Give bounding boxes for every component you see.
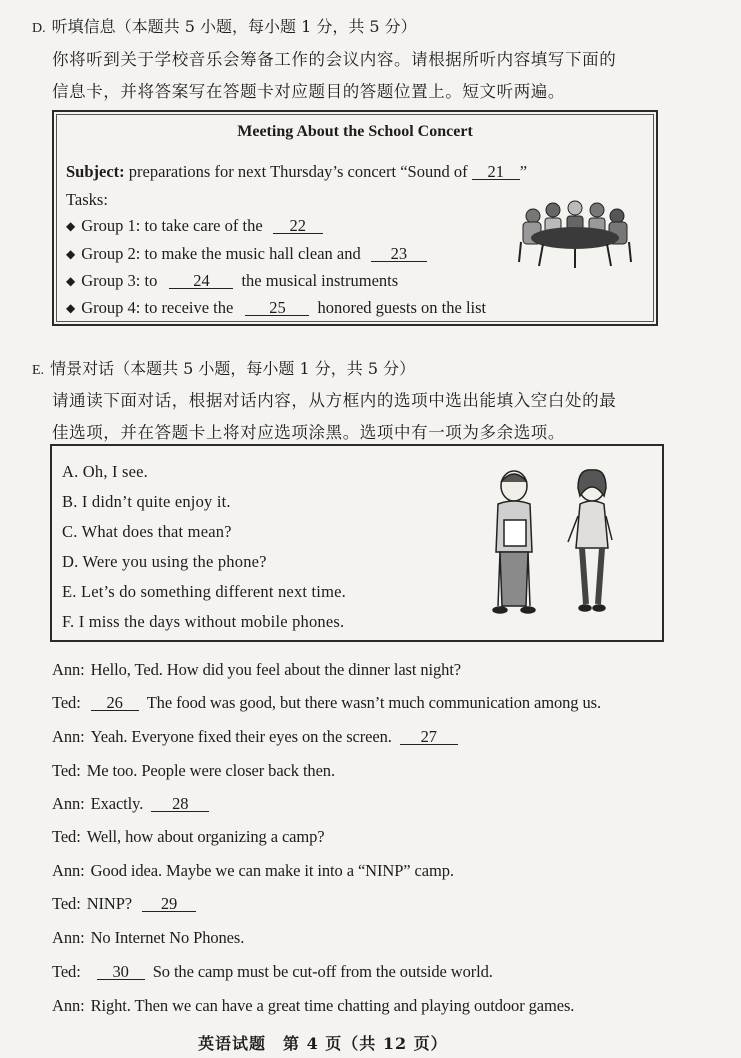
speaker-label: Ted: bbox=[52, 693, 81, 712]
dialogue-text: Yeah. Everyone fixed their eyes on the screen. bbox=[90, 727, 392, 746]
page-footer: 英语试题 第 4 页（共 12 页） bbox=[198, 1034, 448, 1053]
blank-28[interactable]: 28 bbox=[151, 796, 209, 812]
options-box bbox=[50, 444, 664, 642]
section-d-heading bbox=[32, 14, 417, 37]
diamond-bullet-icon: ◆ bbox=[66, 301, 76, 315]
dialogue-line-6 bbox=[52, 827, 325, 847]
option-f[interactable] bbox=[62, 612, 344, 632]
option-d[interactable] bbox=[62, 552, 267, 572]
speaker-label: Ann: bbox=[52, 928, 85, 947]
task-text: Group 2: to make the music hall clean and bbox=[81, 244, 361, 263]
speaker-label: Ted: bbox=[52, 827, 81, 846]
section-e-instruction-2: 佳选项，并在答题卡上将对应选项涂黑。选项中有一项为多余选项。 bbox=[52, 423, 565, 442]
dialogue-text: Well, how about organizing a camp? bbox=[86, 827, 325, 846]
option-e[interactable] bbox=[62, 582, 346, 602]
task-text: Group 4: to receive the bbox=[81, 298, 234, 317]
task-text-after: honored guests on the list bbox=[317, 298, 487, 317]
dialogue-line-7 bbox=[52, 861, 454, 881]
section-e-title: 情景对话（本题共 5 小题，每小题 1 分，共 5 分） bbox=[50, 359, 416, 378]
dialogue-text: So the camp must be cut-off from the outside world. bbox=[152, 962, 493, 981]
section-e-instruction-1: 请通读下面对话，根据对话内容，从方框内的选项中选出能填入空白处的最 bbox=[52, 391, 617, 410]
speaker-label: Ann: bbox=[52, 996, 85, 1015]
info-card-title: Meeting About the School Concert bbox=[237, 123, 473, 140]
tasks-label: Tasks: bbox=[66, 190, 108, 209]
task-text-after: the musical instruments bbox=[241, 271, 399, 290]
dialogue-line-1 bbox=[52, 660, 461, 680]
task-group-2 bbox=[66, 244, 427, 264]
dialogue-text: Exactly. bbox=[90, 794, 144, 813]
speaker-label: Ted: bbox=[52, 962, 81, 981]
speaker-label: Ann: bbox=[52, 660, 85, 679]
dialogue-line-2 bbox=[52, 693, 601, 713]
speaker-label: Ann: bbox=[52, 727, 85, 746]
blank-22[interactable]: 22 bbox=[273, 218, 323, 234]
subject-end: ” bbox=[519, 162, 528, 181]
task-group-1 bbox=[66, 216, 323, 236]
dialogue-text: NINP? bbox=[86, 894, 133, 913]
option-text: Oh, I see. bbox=[82, 462, 149, 481]
blank-30[interactable]: 30 bbox=[97, 964, 145, 980]
speaker-label: Ann: bbox=[52, 794, 85, 813]
blank-23[interactable]: 23 bbox=[371, 246, 427, 262]
section-d-number: D. bbox=[32, 21, 46, 36]
dialogue-line-5 bbox=[52, 794, 209, 814]
option-text: What does that mean? bbox=[81, 522, 232, 541]
dialogue-text: Right. Then we can have a great time chatting and playing outdoor games. bbox=[90, 996, 575, 1015]
option-letter: C. bbox=[62, 522, 78, 541]
blank-21[interactable]: 21 bbox=[472, 164, 520, 180]
info-card bbox=[52, 110, 658, 326]
blank-27[interactable]: 27 bbox=[400, 729, 458, 745]
section-e-number: E. bbox=[32, 363, 45, 378]
diamond-bullet-icon: ◆ bbox=[66, 274, 76, 288]
dialogue-text: Me too. People were closer back then. bbox=[86, 761, 335, 780]
dialogue-line-3 bbox=[52, 727, 458, 747]
section-d-instruction-2: 信息卡，并将答案写在答题卡对应题目的答题位置上。短文听两遍。 bbox=[52, 82, 565, 101]
option-letter: B. bbox=[62, 492, 78, 511]
option-letter: E. bbox=[62, 582, 77, 601]
dialogue-text: Hello, Ted. How did you feel about the dinner last night? bbox=[90, 660, 462, 679]
dialogue-line-9 bbox=[52, 928, 244, 948]
section-e-heading bbox=[32, 356, 415, 379]
option-letter: A. bbox=[62, 462, 79, 481]
section-d-title: 听填信息（本题共 5 小题，每小题 1 分，共 5 分） bbox=[51, 17, 417, 36]
dialogue-line-4 bbox=[52, 761, 335, 781]
blank-29[interactable]: 29 bbox=[142, 896, 196, 912]
dialogue-text: Good idea. Maybe we can make it into a “NINP” camp. bbox=[90, 861, 454, 880]
option-text: Were you using the phone? bbox=[82, 552, 267, 571]
dialogue-text: No Internet No Phones. bbox=[90, 928, 245, 947]
blank-24[interactable]: 24 bbox=[169, 273, 233, 289]
task-text: Group 1: to take care of the bbox=[81, 216, 263, 235]
blank-25[interactable]: 25 bbox=[245, 300, 309, 316]
option-b[interactable] bbox=[62, 492, 231, 512]
subject-line bbox=[66, 162, 527, 182]
diamond-bullet-icon: ◆ bbox=[66, 247, 76, 261]
option-text: Let’s do something different next time. bbox=[80, 582, 346, 601]
two-people-illustration-icon bbox=[484, 466, 624, 620]
option-letter: D. bbox=[62, 552, 79, 571]
section-d-instruction-1: 你将听到关于学校音乐会筹备工作的会议内容。请根据所听内容填写下面的 bbox=[52, 50, 617, 69]
option-letter: F. bbox=[62, 612, 75, 631]
dialogue-text: The food was good, but there wasn’t much communication among us. bbox=[146, 693, 601, 712]
option-c[interactable] bbox=[62, 522, 232, 542]
option-a[interactable] bbox=[62, 462, 148, 482]
option-text: I didn’t quite enjoy it. bbox=[81, 492, 231, 511]
dialogue-line-8 bbox=[52, 894, 196, 914]
dialogue-line-10 bbox=[52, 962, 493, 982]
blank-26[interactable]: 26 bbox=[91, 695, 139, 711]
speaker-label: Ted: bbox=[52, 761, 81, 780]
option-text: I miss the days without mobile phones. bbox=[78, 612, 345, 631]
diamond-bullet-icon: ◆ bbox=[66, 219, 76, 233]
speaker-label: Ted: bbox=[52, 894, 81, 913]
speaker-label: Ann: bbox=[52, 861, 85, 880]
subject-label: Subject: bbox=[66, 162, 125, 181]
task-group-3 bbox=[66, 271, 398, 291]
meeting-illustration-icon bbox=[509, 198, 637, 270]
task-group-4 bbox=[66, 298, 486, 318]
subject-text: preparations for next Thursday’s concert “Sound of bbox=[128, 162, 468, 181]
dialogue-line-11 bbox=[52, 996, 574, 1016]
task-text: Group 3: to bbox=[81, 271, 158, 290]
